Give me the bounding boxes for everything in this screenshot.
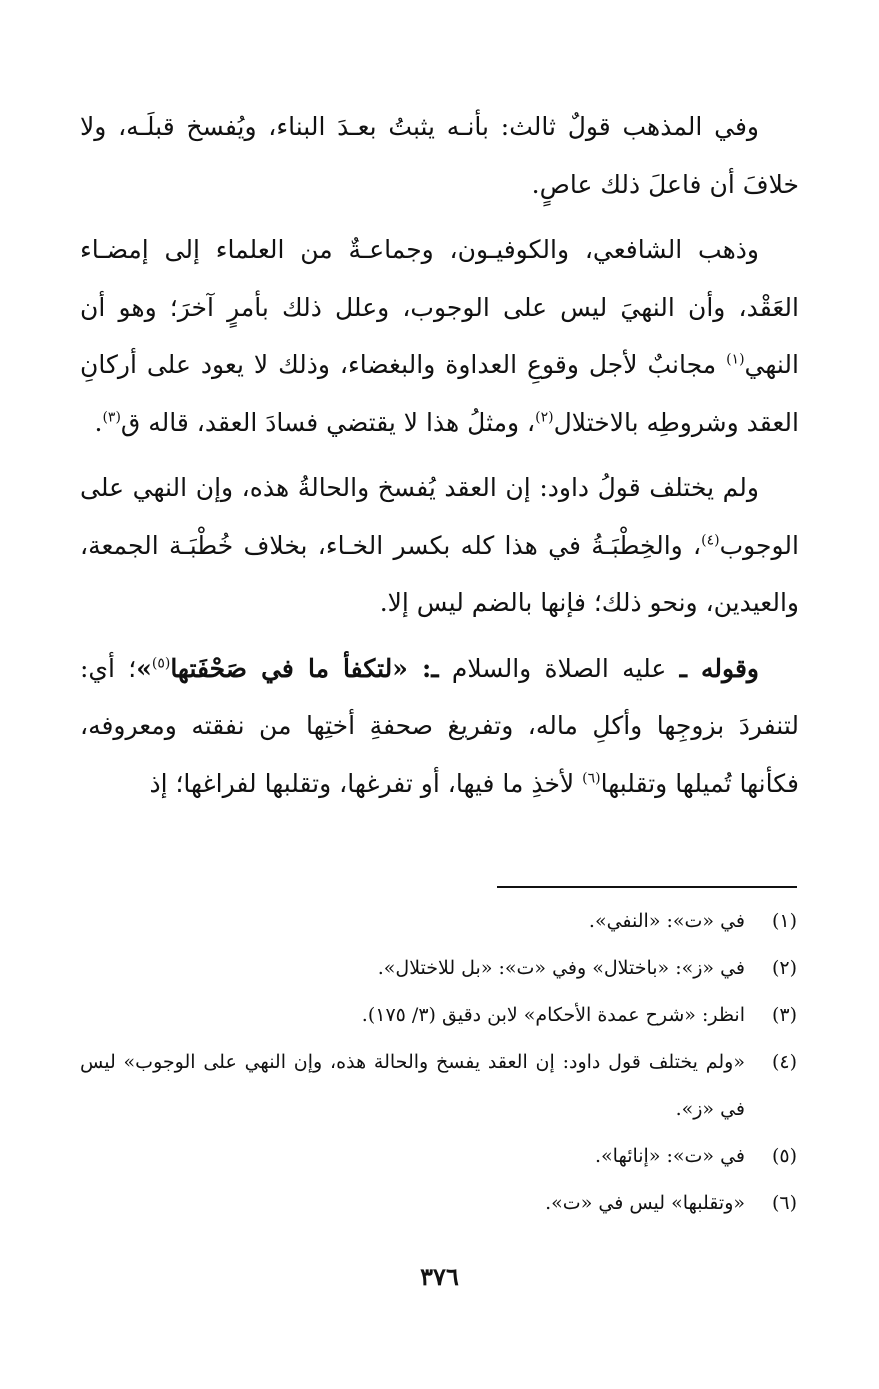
paragraph-2-text-d: . [94,407,103,437]
paragraph-4-text-b: ؛ أي: لتنفردَ بزوجِها وأكلِ ماله، وتفريغ صحفةِ أختِها من نفقته ومعروفه، فكأنها تُميلها وتقلبها [80,653,799,798]
footnote-number: (١) [771,910,797,932]
footnote-item [80,945,799,992]
footnote-ref-4[interactable]: (٤) [701,532,720,549]
paragraph-2-text-c: ، ومثلُ هذا لا يقتضي فسادَ العقد، قاله ق [120,407,536,437]
footnote-item [80,1180,799,1227]
paragraph-3-text-a: ولم يختلف قولُ داود: إن العقد يُفسخ والحالةُ هذه، وإن النهي على الوجوب [80,473,799,560]
page-number: ٣٧٦ [420,1262,459,1291]
footnote-separator [497,886,797,888]
paragraph-2-text-a: وذهب الشافعي، والكوفيـون، وجماعـةٌ من العلماء إلى إمضـاء العَقْد، وأن النهيَ ليس على الوجوب، وعلل ذلك بأمرٍ آخرَ؛ وهو أن النهي [80,235,799,379]
footnote-ref-3[interactable]: (٣) [102,409,121,426]
footnote-number: (٢) [771,957,797,979]
footnotes [80,898,799,1227]
footnote-number: (٣) [771,1004,797,1026]
footnote-item [80,1133,799,1180]
footnote-number: (٥) [771,1145,797,1167]
footnote-text: انظر: «شرح عمدة الأحكام» لابن دقيق (٣/ ١٧٥). [361,1004,745,1026]
footnote-text: «وتقلبها» ليس في «ت». [545,1192,745,1214]
footnote-ref-5[interactable]: (٥) [151,655,171,672]
paragraph-4-bold-a: وقوله ـ [679,653,759,683]
paragraph-2 [80,221,799,451]
paragraph-1-text: وفي المذهب قولٌ ثالث: بأنـه يثبتُ بعـدَ البناء، ويُفسخ قبلَـه، ولا خلافَ أن فاعلَ ذلك عاصٍ. [80,112,799,199]
footnote-item [80,1039,799,1133]
paragraph-3 [80,459,799,632]
footnote-item [80,898,799,945]
paragraph-4-text-a: عليه الصلاة والسلام [438,653,680,683]
footnote-text: في «ت»: «النفي». [588,910,745,932]
paragraph-4-text-c: لأخذِ ما فيها، أو تفرغها، وتقلبها لفراغها؛ إذ [149,768,583,798]
hadith-quote-close: » [136,653,152,683]
footnote-text: في «ز»: «باختلال» وفي «ت»: «بل للاختلال». [377,957,745,979]
paragraph-1 [80,98,799,213]
footnote-text: «ولم يختلف قول داود: إن العقد يفسخ والحالة هذه، وإن النهي على الوجوب» ليس في «ز». [80,1051,745,1120]
footnote-item [80,992,799,1039]
paragraph-3-text-b: ، والخِطْبَـةُ في هذا كله بكسر الخـاء، بخلاف خُطْبَـة الجمعة، والعيدين، ونحو ذلك؛ فإنها بالضم ليس إلا. [80,530,799,617]
footnote-number: (٤) [771,1051,797,1073]
hadith-quote: ـ: «لتكفأ ما في صَحْفَتها [170,653,439,683]
footnote-text: في «ت»: «إنائها». [594,1145,745,1167]
footnote-number: (٦) [771,1192,797,1214]
footnote-ref-2[interactable]: (٢) [535,409,554,426]
footnote-ref-1[interactable]: (١) [726,351,745,368]
main-text [80,98,799,812]
footnote-ref-6[interactable]: (٦) [582,770,601,787]
paragraph-4 [80,640,799,813]
paragraph-2-text-b: مجانبٌ لأجل وقوعِ العداوة والبغضاء، وذلك لا يعود على أركانِ العقد وشروطِه بالاختلال [80,350,799,437]
